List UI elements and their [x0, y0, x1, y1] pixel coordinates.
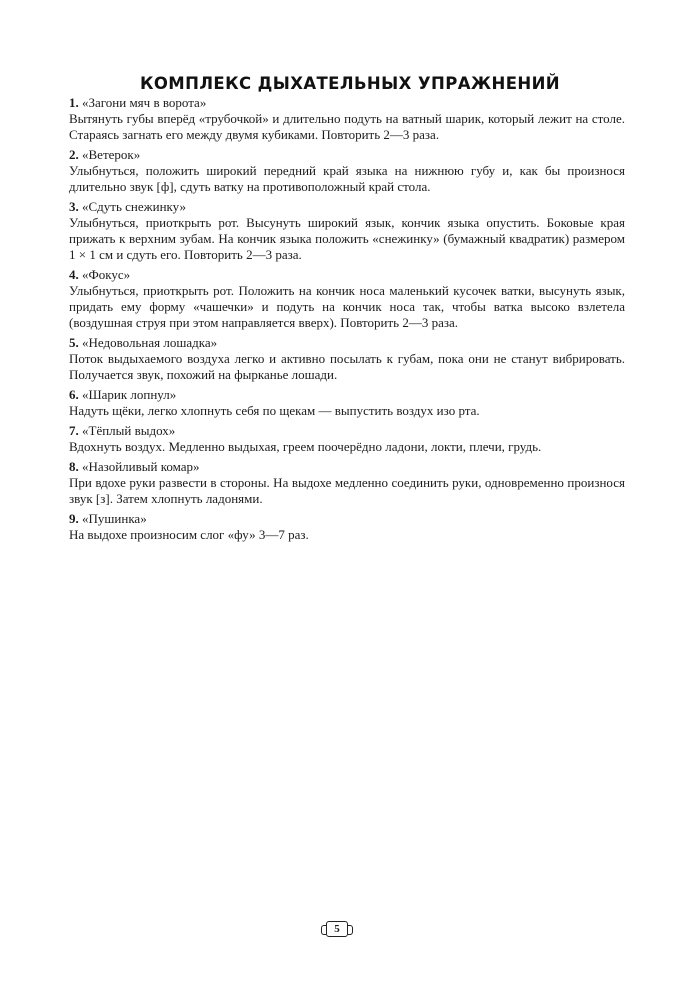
- exercise-name: «Шарик лопнул»: [82, 387, 177, 402]
- exercise-heading: [69, 423, 625, 439]
- exercise-number: 1.: [69, 95, 79, 110]
- exercise-number: 3.: [69, 199, 79, 214]
- exercise-item: [69, 267, 625, 331]
- exercise-item: [69, 423, 625, 455]
- exercise-number: 4.: [69, 267, 79, 282]
- exercise-item: [69, 387, 625, 419]
- exercise-number: 6.: [69, 387, 79, 402]
- exercise-item: [69, 511, 625, 543]
- exercise-item: [69, 147, 625, 195]
- exercise-heading: [69, 95, 625, 111]
- exercise-heading: [69, 335, 625, 351]
- exercise-name: «Фокус»: [82, 267, 131, 282]
- exercise-heading: [69, 387, 625, 403]
- exercise-text: Вытянуть губы вперёд «трубочкой» и длительно подуть на ватный шарик, который лежит на столе. Стараясь загнать его между двумя кубиками. Повторить 2—3 раза.: [69, 111, 625, 142]
- exercise-number: 2.: [69, 147, 79, 162]
- exercise-item: [69, 95, 625, 143]
- exercise-text: Улыбнуться, приоткрыть рот. Высунуть широкий язык, кончик языка опустить. Боковые края прижать к верхним зубам. На кончик языка положить «снежинку» (бумажный квадратик) размером 1 × 1 см и сдуть его. Повторить 2—3 раза.: [69, 215, 625, 262]
- exercise-name: «Недовольная лошадка»: [82, 335, 218, 350]
- exercise-number: 8.: [69, 459, 79, 474]
- exercise-item: [69, 459, 625, 507]
- exercise-name: «Сдуть снежинку»: [82, 199, 186, 214]
- page-title: КОМПЛЕКС ДЫХАТЕЛЬНЫХ УПРАЖНЕНИЙ: [139, 74, 561, 94]
- exercise-text: Вдохнуть воздух. Медленно выдыхая, греем поочерёдно ладони, локти, плечи, грудь.: [69, 439, 542, 454]
- exercise-name: «Загони мяч в ворота»: [82, 95, 207, 110]
- exercise-number: 5.: [69, 335, 79, 350]
- exercise-text: Надуть щёки, легко хлопнуть себя по щекам — выпустить воздух изо рта.: [69, 403, 480, 418]
- exercise-heading: [69, 459, 625, 475]
- exercise-heading: [69, 199, 625, 215]
- exercise-name: «Тёплый выдох»: [82, 423, 176, 438]
- exercise-heading: [69, 147, 625, 163]
- exercise-number: 7.: [69, 423, 79, 438]
- exercise-text: При вдохе руки развести в стороны. На выдохе медленно соединить руки, одновременно произнося звук [з]. Затем хлопнуть ладонями.: [69, 475, 625, 506]
- exercise-number: 9.: [69, 511, 79, 526]
- exercise-heading: [69, 511, 625, 527]
- exercise-item: [69, 335, 625, 383]
- exercise-text: Поток выдыхаемого воздуха легко и активно посылать к губам, пока они не станут вибрировать. Получается звук, похожий на фырканье лошади.: [69, 351, 625, 382]
- exercise-heading: [69, 267, 625, 283]
- exercise-name: «Ветерок»: [82, 147, 141, 162]
- exercise-text: На выдохе произносим слог «фу» 3—7 раз.: [69, 527, 309, 542]
- page-number: 5: [326, 921, 348, 937]
- exercise-text: Улыбнуться, приоткрыть рот. Положить на кончик носа маленький кусочек ватки, высунуть язык, придать ему форму «чашечки» и подуть на кончик носа так, чтобы ватка высоко взлетела (воздушная струя при этом направляется вверх). Повторить 2—3 раза.: [69, 283, 625, 330]
- exercise-text: Улыбнуться, положить широкий передний край языка на нижнюю губу и, как бы произнося длительно звук [ф], сдуть ватку на противоположный край стола.: [69, 163, 625, 194]
- exercise-name: «Пушинка»: [82, 511, 147, 526]
- exercise-list: [69, 95, 625, 547]
- exercise-name: «Назойливый комар»: [82, 459, 200, 474]
- exercise-item: [69, 199, 625, 263]
